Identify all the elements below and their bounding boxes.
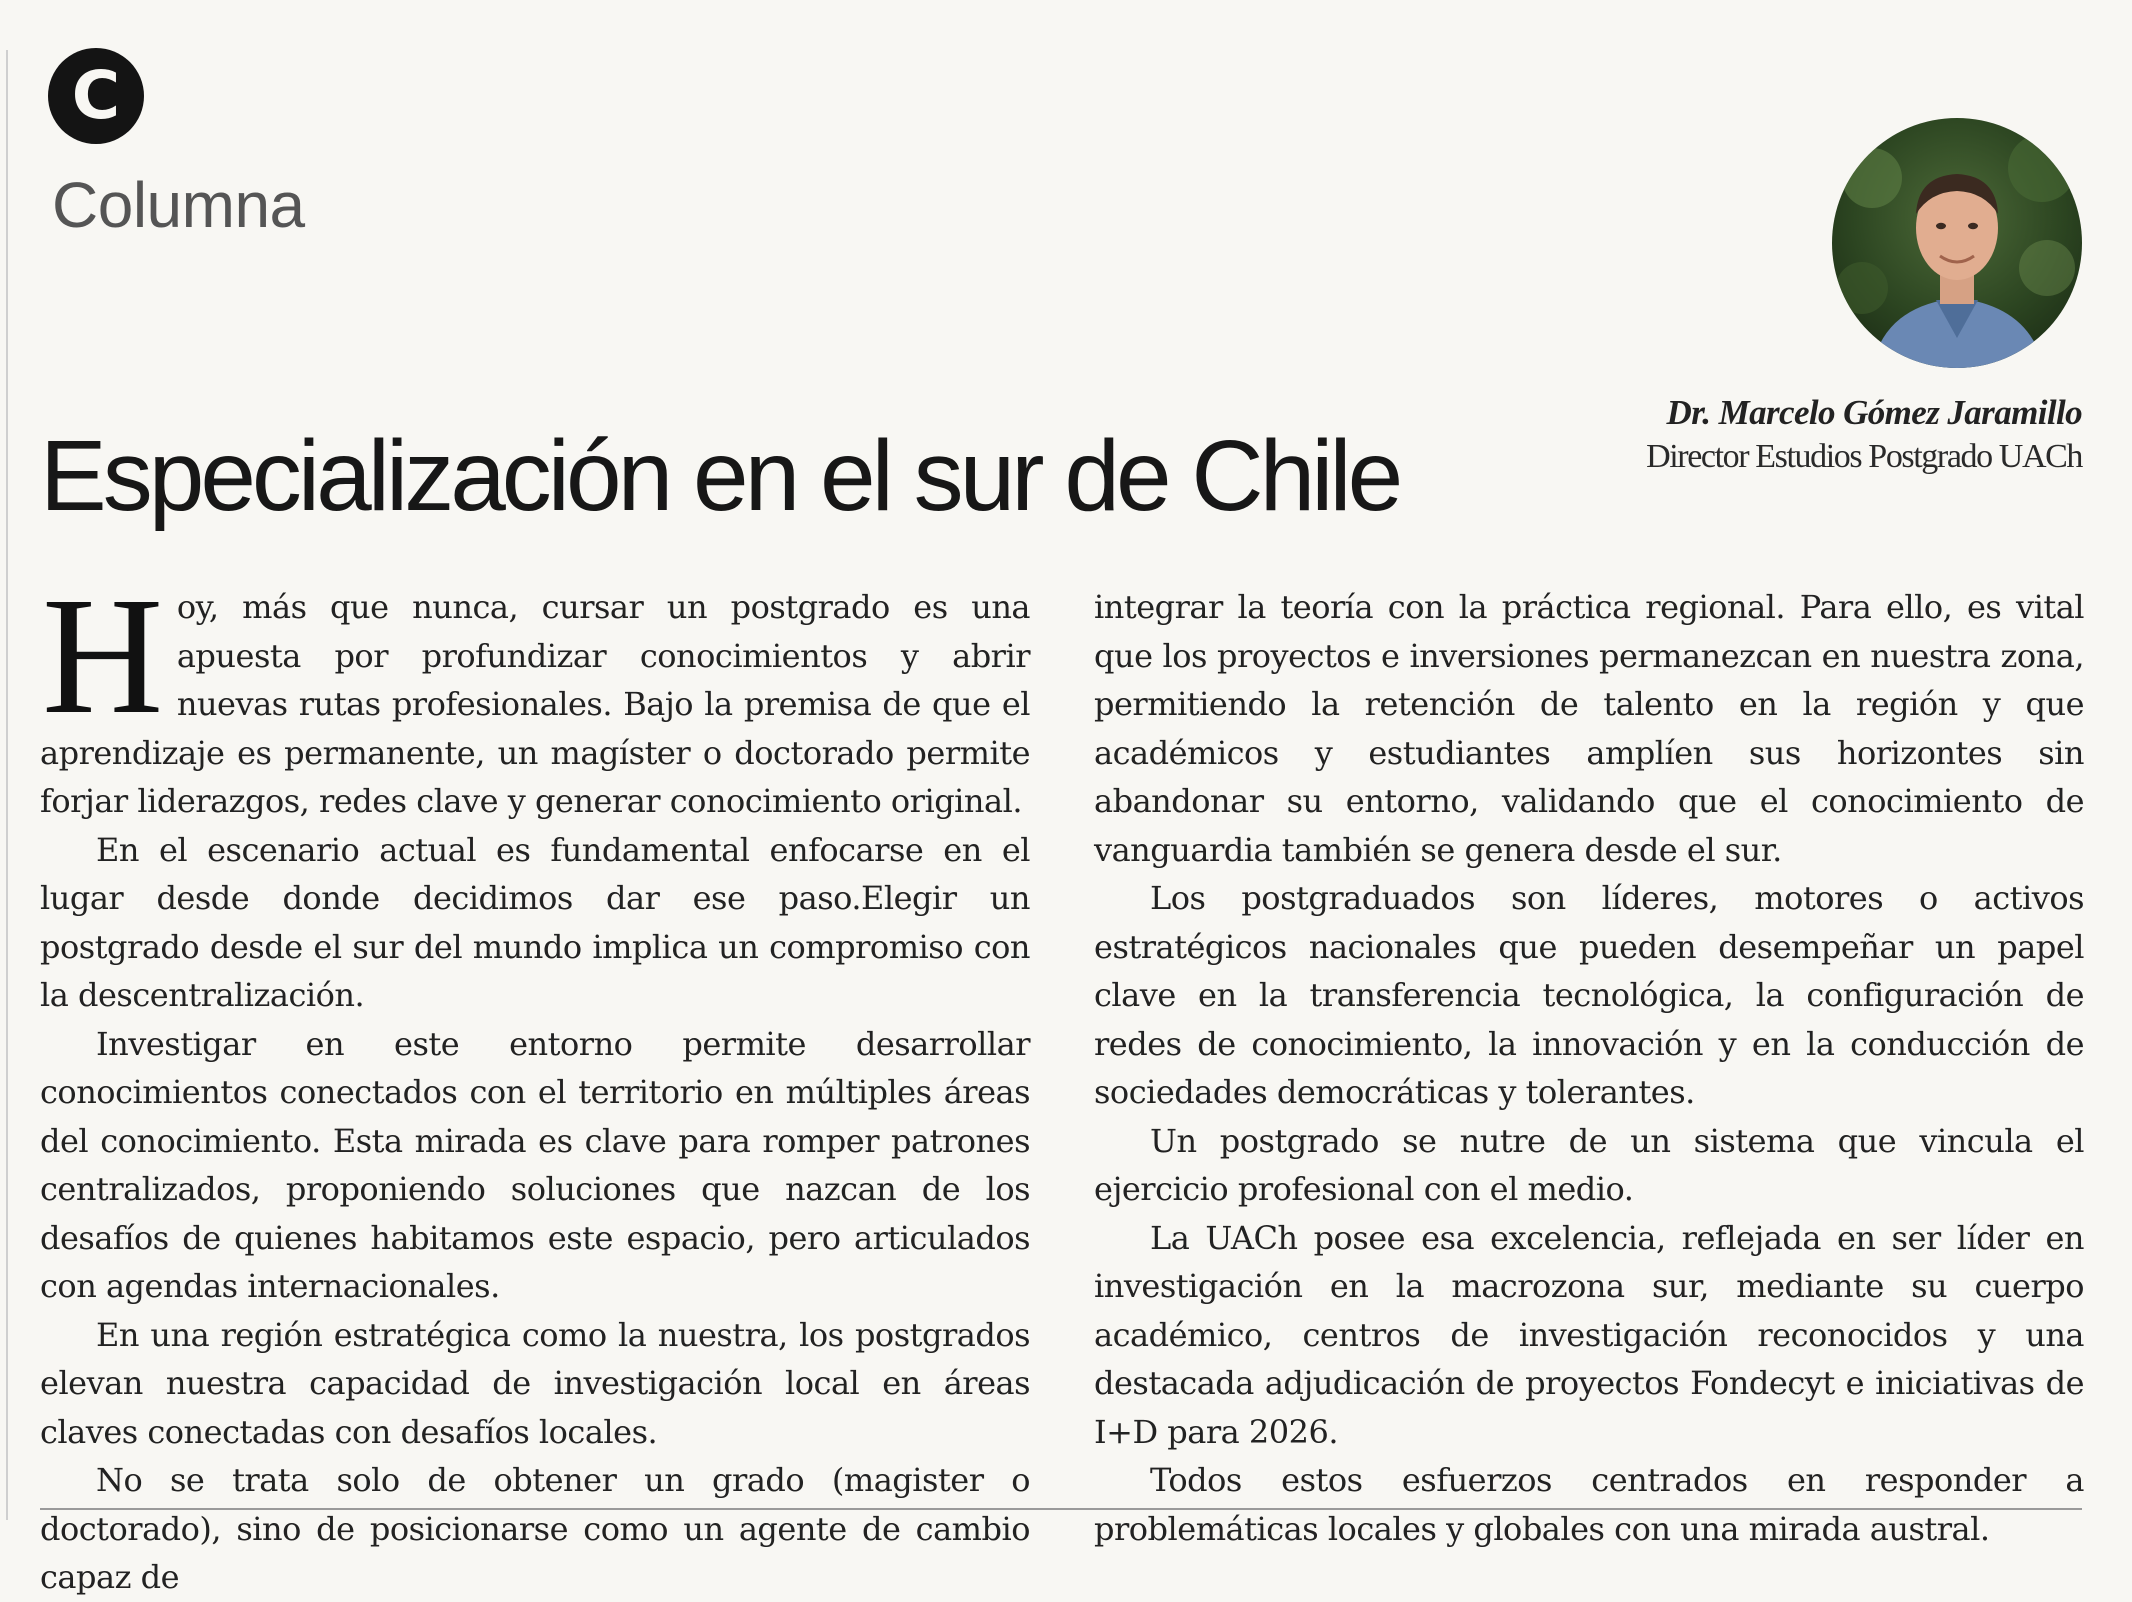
article-paragraph: La UACh posee esa excelencia, reflejada en ser líder en investigación en la macrozona sur, mediante su cuerpo académico, centros de investigación reconocidos y una destacada adjudicación de proyectos Fondecyt e iniciativas de I+D para 2026. bbox=[1094, 1218, 2084, 1451]
article-paragraph: integrar la teoría con la práctica regional. Para ello, es vital que los proyectos e inversiones permanezcan en nuestra zona, permitiendo la retención de talento en la región y que académicos y estudiantes amplíen sus horizontes sin abandonar su entorno, validando que el conocimiento de vanguardia también se genera desde el sur. bbox=[1094, 588, 2084, 869]
paragraph-text: oy, más que nunca, cursar un postgrado es una apuesta por profundizar conocimientos y abrir nuevas rutas profesionales. Bajo la premisa de que el aprendizaje es permanente, un magíster o doctorado permite forjar liderazgos, redes clave y generar conocimiento original. bbox=[40, 588, 1030, 820]
column-badge bbox=[48, 48, 144, 144]
article-paragraph: No se trata solo de obtener un grado (magister o doctorado), sino de posicionarse como un agente de cambio capaz de bbox=[40, 1461, 1030, 1596]
section-label: Columna bbox=[52, 169, 305, 241]
article-paragraph: Todos estos esfuerzos centrados en responder a problemáticas locales y globales con una mirada austral. bbox=[1094, 1461, 2084, 1548]
badge-letter: C bbox=[71, 57, 121, 134]
article-paragraph: Investigar en este entorno permite desarrollar conocimientos conectados con el territorio en múltiples áreas del conocimiento. Esta mirada es clave para romper patrones centralizados, proponiendo soluciones que nazcan de los desafíos de quienes habitamos este espacio, pero articulados con agendas internacionales. bbox=[40, 1024, 1030, 1305]
article-column-right bbox=[1094, 583, 2084, 1553]
article-paragraph bbox=[40, 563, 1030, 826]
author-byline bbox=[1646, 392, 2082, 478]
headline: Especialización en el sur de Chile bbox=[40, 420, 1400, 532]
bottom-rule bbox=[40, 1508, 2082, 1510]
article-paragraph: En una región estratégica como la nuestra, los postgrados elevan nuestra capacidad de investigación local en áreas claves conectadas con desafíos locales. bbox=[40, 1315, 1030, 1451]
article-paragraph: Un postgrado se nutre de un sistema que vincula el ejercicio profesional con el medio. bbox=[1094, 1121, 2084, 1208]
page-edge-line bbox=[6, 50, 8, 1520]
author-photo bbox=[1832, 118, 2082, 368]
article-column-left bbox=[40, 563, 1030, 1602]
article-paragraph: En el escenario actual es fundamental enfocarse en el lugar desde donde decidimos dar ese paso.Elegir un postgrado desde el sur del mundo implica un compromiso con la descentralización. bbox=[40, 830, 1030, 1014]
author-portrait-illustration bbox=[1832, 118, 2082, 368]
author-name: Dr. Marcelo Gómez Jaramillo bbox=[1666, 393, 2082, 432]
drop-cap: H bbox=[42, 563, 163, 749]
article-paragraph: Los postgraduados son líderes, motores o activos estratégicos nacionales que pueden desempeñar un papel clave en la transferencia tecnológica, la configuración de redes de conocimiento, la innovación y en la conducción de sociedades democráticas y tolerantes. bbox=[1094, 879, 2084, 1111]
author-role: Director Estudios Postgrado UACh bbox=[1646, 438, 2082, 475]
